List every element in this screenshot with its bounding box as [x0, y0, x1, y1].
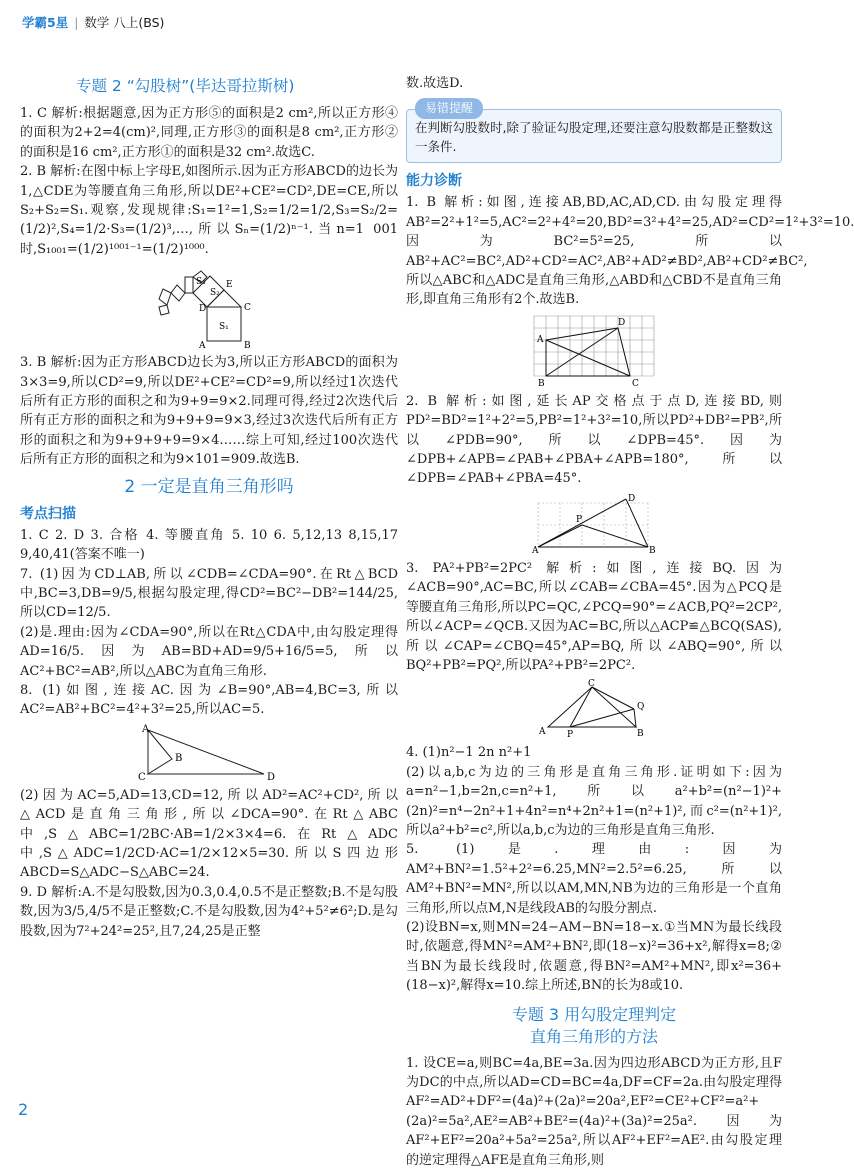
ability-answer-5-1: 5. (1)是.理由:因为AM²+BN²=1.5²+2²=6.25,MN²=2.5²=6.25,所以AM²+BN²=MN²,所以以AM,MN,NB为边的三角形是一个直角三角形,所以点M,N是线段AB的勾股分割点.	[406, 842, 782, 916]
answer-9-cont: 数.故选D.	[406, 76, 464, 91]
answer-2: 2. B 解析:在图中标上字母E,如图所示.因为正方形ABCD的边长为1,△CDE为等腰直角三角形,所以DE²+CE²=CD²,DE=CE,所以S₂+S₂=S₁.观察,发现规律:S₁=1²=1,S₂=1/2=1/2,S₃=S₂/2=(1/2)²,S₄=1/2·S₃=(1/2)³,…,所以Sₙ=(1/2)ⁿ⁻¹.当n=1 001时,S₁₀₀₁=(1/2)¹⁰⁰¹⁻¹=(1/2)¹⁰⁰⁰.	[20, 164, 398, 257]
tip-text: 在判断勾股数时,除了验证勾股定理,还要注意勾股数都是正整数这一条件.	[415, 120, 773, 155]
fig4-label-p: P	[576, 514, 583, 525]
pythagoras-tree-svg	[149, 263, 269, 352]
quadrilateral-figure	[20, 724, 398, 782]
ability-answer-1: 1. B 解析:如图,连接AB,BD,AC,AD,CD.由勾股定理得AB²=2²+1²=5,AC²=2²+4²=20,BD²=3²+4²=25,AD²=CD²=1²+3²=10.因为BC²=5²=25,所以AB²+AC²=BC²,AD²+CD²=AC²,AB²+AD²≠BD²,AB²+CD²≠BC²,所以△ABC和△ADC是直角三角形,△ABD和△CBD不是直角三角形,即直角三角形有2个.故选B.	[406, 195, 854, 308]
fig3-label-b: B	[538, 378, 545, 389]
answers-1-6: 1. C 2. D 3. 合格 4. 等腰直角 5. 10 6. 5,12,13 8,15,17 9,40,41(答案不唯一)	[20, 527, 398, 563]
tip-box	[406, 101, 782, 163]
grid-figure-1	[406, 314, 782, 388]
triangle-svg	[536, 679, 652, 739]
ability-answer-4-1: 4. (1)n²−1 2n n²+1	[406, 745, 532, 761]
page-number: 2	[18, 1100, 29, 1119]
fig1-label-s2: S₂	[210, 288, 220, 299]
topic-3-answer-1: 1. 设CE=a,则BC=4a,BE=3a.因为四边形ABCD为正方形,且F为DC的中点,所以AD=CD=BC=4a,DF=CF=2a.由勾股定理得AF²=AD²+DF²=(4a)²+(2a)²=20a²,EF²=CE²+CF²=a²+(2a)²=5a²,AE²=AB²+BE²=(4a)²+(3a)²=25a².因为AF²+EF²=20a²+5a²=25a²,所以AF²+EF²=AE².由勾股定理的逆定理得△AFE是直角三角形,则	[406, 1055, 782, 1168]
triangle-figure	[406, 679, 782, 739]
pythagoras-tree-figure	[20, 263, 398, 352]
fig5-label-c: C	[588, 679, 595, 690]
fig1-label-c: C	[244, 303, 251, 314]
fig5-label-a: A	[539, 727, 546, 738]
answer-8-2: (2)因为AC=5,AD=13,CD=12,所以AD²=AC²+CD²,所以△ACD是直角三角形,所以∠DCA=90°.在Rt△ABC中,S△ABC=1/2BC·AB=1/2×3×4=6.在Rt△ADC中,S△ADC=1/2CD·AC=1/2×12×5=30.所以S四边形ABCD=S△ADC−S△ABC=24.	[20, 787, 398, 881]
right-column	[406, 74, 854, 1170]
answer-8-1: 8. (1)如图,连接AC.因为∠B=90°,AB=4,BC=3,所以AC²=AB²+BC²=4²+3²=25,所以AC=5.	[20, 682, 398, 718]
fig1-label-e: E	[226, 280, 233, 291]
page-header	[22, 8, 164, 36]
answer-7-1: 7. (1)因为CD⊥AB,所以∠CDB=∠CDA=90°.在Rt△BCD中,BC=3,DB=9/5,根据勾股定理,得CD²=BC²−DB²=144/25,所以CD=12/5.	[20, 566, 398, 621]
fig2-label-d: D	[267, 771, 276, 783]
fig1-label-s3: S₃	[196, 277, 206, 288]
fig2-label-b: B	[175, 752, 183, 764]
answer-3: 3. B 解析:因为正方形ABCD边长为3,所以正方形ABCD的面积为3×3=9,所以CD²=9,所以DE²+CE²=CD²=9,所以经过1次迭代后所有正方形的面积之和为9+9=9×2.同理可得,经过2次迭代后所有正方形的面积之和为9+9+9=9×3,经过3次迭代后所有正方形的面积之和为9+9+9+9=9×4……综上可知,经过100次迭代后所有正方形的面积之和为9×101=909.故选B.	[20, 355, 398, 468]
ability-answer-2: 2. B 解析:如图,延长AP交格点于点D,连接BD,则PD²=BD²=1²+2²=5,PB²=1²+3²=10,所以PD²+DB²=PB²,所以∠PDB=90°,所以∠DPB=45°.因为∠DPB+∠APB=∠PAB+∠PBA+∠APB=180°,所以∠DPB=∠PAB+∠PBA=45°.	[406, 393, 782, 487]
ability-answer-4-2: (2)以a,b,c为边的三角形是直角三角形.证明如下:因为a=n²−1,b=2n,c=n²+1,所以a²+b²=(n²−1)²+(2n)²=n⁴−2n²+1+4n²=n⁴+2n²+1=(n²+1)²,而c²=(n²+1)²,所以a²+b²=c²,所以a,b,c为边的三角形是直角三角形.	[406, 764, 782, 838]
topic-3-line1: 专题 3 用勾股定理判定	[511, 1004, 677, 1024]
fig2-label-c: C	[138, 771, 146, 783]
left-column	[20, 74, 398, 941]
fig1-label-d: D	[199, 304, 207, 315]
quadrilateral-svg	[134, 724, 284, 782]
fig3-label-c: C	[632, 378, 639, 389]
fig1-label-a: A	[199, 341, 206, 352]
fig5-label-q: Q	[637, 702, 645, 713]
fig5-label-b: B	[637, 729, 644, 740]
answer-7-2: (2)是.理由:因为∠CDA=90°,所以在Rt△CDA中,由勾股定理得AD=16/5.因为AB=BD+AD=9/5+16/5=5,所以AC²+BC²=AB²,所以△ABC为直角三角形.	[20, 624, 398, 679]
header-separator: |	[74, 14, 79, 30]
header-subject: 数学 八上(BS)	[84, 15, 165, 30]
fig1-label-s1: S₁	[219, 322, 229, 333]
fig2-label-a: A	[142, 723, 150, 735]
brand-logo: 学霸5星	[22, 15, 69, 30]
fig4-label-d: D	[628, 493, 636, 504]
ability-answer-3: 3. PA²+PB²=2PC² 解析:如图,连接BQ.因为∠ACB=90°,AC=BC,所以∠CAB=∠CBA=45°.因为△PCQ是等腰直角三角形,所以PC=QC,∠PCQ=90°=∠ACB,PQ²=2CP²,所以∠ACP=∠QCB.又因为AC=BC,所以△ACP≌△BCQ(SAS),所以∠CAP=∠CBQ=45°,AP=BQ,所以∠ABQ=90°,所以BQ²+PB²=PQ²,所以PA²+PB²=2PC².	[406, 560, 782, 673]
grid-svg-1	[532, 314, 656, 388]
grid-figure-2	[406, 493, 782, 555]
fig4-label-b: B	[649, 545, 656, 556]
fig3-label-d: D	[618, 317, 626, 328]
section-2-title: 2 一定是直角三角形吗	[124, 476, 294, 497]
subsection-nengli: 能力诊断	[406, 173, 462, 190]
tip-tag: 易错提醒	[415, 98, 483, 119]
ability-answer-5-2: (2)设BN=x,则MN=24−AM−BN=18−x.①当MN为最长线段时,依题意,得MN²=AM²+BN²,即(18−x)²=36+x²,解得x=8;②当BN为最长线段时,依题意,得BN²=AM²+MN²,即x²=36+(18−x)²,解得x=10.综上所述,BN的长为8或10.	[406, 919, 782, 994]
fig5-label-p: P	[567, 730, 574, 741]
topic-3-line2: 直角三角形的方法	[529, 1026, 658, 1046]
answer-9: 9. D 解析:A.不是勾股数,因为0.3,0.4,0.5不是正整数;B.不是勾股数,因为3/5,4/5不是正整数;C.不是勾股数,因为4²+5²≠6²;D.是勾股数,因为7²+24²=25²,且7,24,25是正整	[20, 884, 398, 939]
fig4-label-a: A	[532, 545, 539, 556]
topic-2-title: 专题 2 “勾股树”(毕达哥拉斯树)	[76, 77, 295, 95]
grid-svg-2	[532, 493, 656, 555]
subsection-kaodian: 考点扫描	[20, 505, 76, 522]
answer-1: 1. C 解析:根据题意,因为正方形⑤的面积是2 cm²,所以正方形④的面积为2+2=4(cm)²,同理,正方形③的面积是8 cm²,正方形②的面积是16 cm²,正方形①的面积是32 cm².故选C.	[20, 106, 398, 160]
fig1-label-b: B	[244, 341, 251, 352]
fig3-label-a: A	[537, 334, 544, 345]
topic-3-title	[406, 1004, 782, 1048]
